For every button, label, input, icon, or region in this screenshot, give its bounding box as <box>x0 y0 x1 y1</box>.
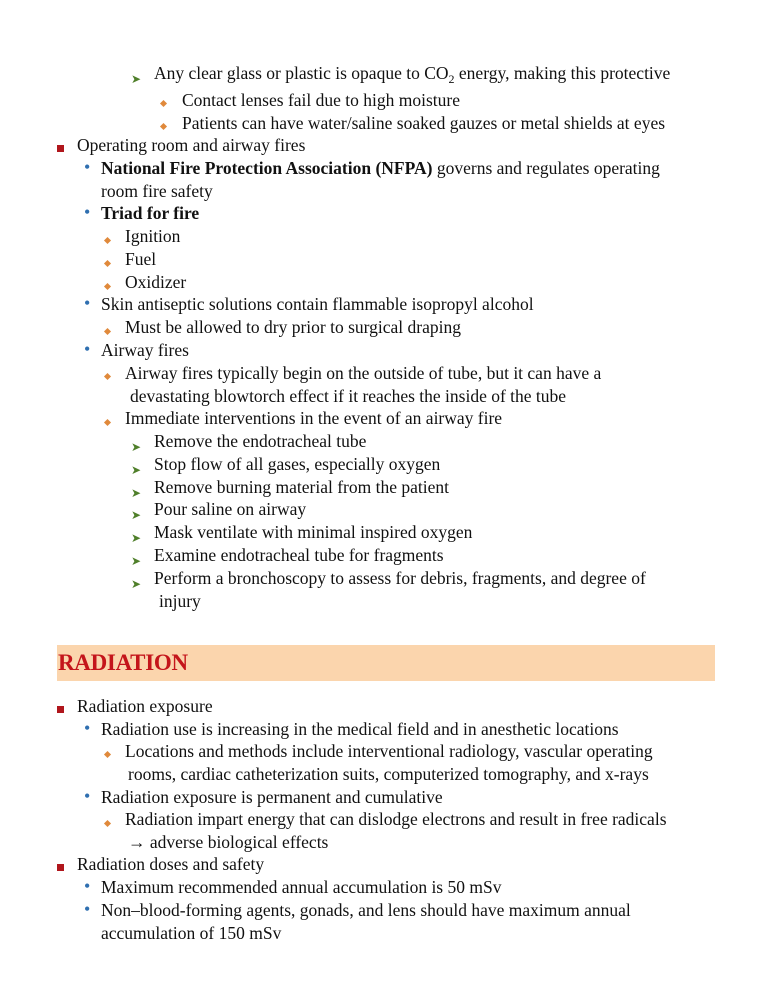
dot-bullet-icon: • <box>84 339 91 359</box>
diamond-bullet-icon <box>104 820 111 827</box>
text-run: governs and regulates operating <box>432 158 660 178</box>
diamond-bullet-icon <box>104 751 111 758</box>
list-item: Radiation doses and safety <box>77 854 265 874</box>
dot-bullet-icon: • <box>84 876 91 896</box>
list-item-continuation: → adverse biological effects <box>128 832 329 852</box>
dot-bullet-icon: • <box>84 786 91 806</box>
list-item: Mask ventilate with minimal inspired oxygen <box>154 522 473 542</box>
list-item-continuation: accumulation of 150 mSv <box>101 923 282 943</box>
list-item: Ignition <box>125 226 181 246</box>
diamond-bullet-icon <box>104 328 111 335</box>
diamond-bullet-icon <box>104 419 111 426</box>
list-item: Remove the endotracheal tube <box>154 431 367 451</box>
dot-bullet-icon: • <box>84 718 91 738</box>
list-item-continuation: room fire safety <box>101 181 213 201</box>
list-item: Locations and methods include interventional radiology, vascular operating <box>125 741 653 761</box>
list-item: Perform a bronchoscopy to assess for debris, fragments, and degree of <box>154 568 646 588</box>
list-item-continuation: rooms, cardiac catheterization suits, computerized tomography, and x-rays <box>128 764 649 784</box>
subscript: 2 <box>448 72 455 86</box>
arrow-bullet-icon: ➤ <box>131 486 142 500</box>
arrow-bullet-icon: ➤ <box>131 577 142 591</box>
arrow-bullet-icon: ➤ <box>131 72 142 86</box>
list-item: Skin antiseptic solutions contain flammable isopropyl alcohol <box>101 294 534 314</box>
arrow-bullet-icon: ➤ <box>131 440 142 454</box>
dot-bullet-icon: • <box>84 293 91 313</box>
dot-bullet-icon: • <box>84 202 91 222</box>
diamond-bullet-icon <box>104 260 111 267</box>
list-item: Non–blood-forming agents, gonads, and lens should have maximum annual <box>101 900 631 920</box>
list-item: Radiation exposure <box>77 696 213 716</box>
arrow-bullet-icon: ➤ <box>131 508 142 522</box>
list-item <box>154 62 670 85</box>
text-run: Any clear glass or plastic is opaque to CO <box>154 63 449 83</box>
arrow-bullet-icon: ➤ <box>131 554 142 568</box>
diamond-bullet-icon <box>160 123 167 130</box>
list-item: Fuel <box>125 249 157 269</box>
list-item: Radiation use is increasing in the medical field and in anesthetic locations <box>101 719 619 739</box>
diamond-bullet-icon <box>104 373 111 380</box>
square-bullet-icon <box>57 145 64 152</box>
arrow-bullet-icon: ➤ <box>131 463 142 477</box>
dot-bullet-icon: • <box>84 157 91 177</box>
list-item: Airway fires <box>101 340 189 360</box>
list-item: Maximum recommended annual accumulation is 50 mSv <box>101 877 502 897</box>
list-item: Airway fires typically begin on the outside of tube, but it can have a <box>125 363 602 383</box>
square-bullet-icon <box>57 864 64 871</box>
list-item: Oxidizer <box>125 272 187 292</box>
list-item: Stop flow of all gases, especially oxygen <box>154 454 441 474</box>
list-item: Remove burning material from the patient <box>154 477 449 497</box>
arrow-bullet-icon: ➤ <box>131 531 142 545</box>
list-item: Patients can have water/saline soaked gauzes or metal shields at eyes <box>182 113 666 133</box>
text-run: energy, making this protective <box>454 63 671 83</box>
list-item <box>101 157 660 180</box>
list-item-continuation: devastating blowtorch effect if it reaches the inside of the tube <box>130 386 567 406</box>
list-item: Contact lenses fail due to high moisture <box>182 90 461 110</box>
square-bullet-icon <box>57 706 64 713</box>
list-item: Examine endotracheal tube for fragments <box>154 545 444 565</box>
bold-text: National Fire Protection Association (NFPA) <box>101 158 433 178</box>
list-item: Pour saline on airway <box>154 499 307 519</box>
list-item: Must be allowed to dry prior to surgical draping <box>125 317 462 337</box>
section-heading: RADIATION <box>58 650 188 675</box>
list-item: Operating room and airway fires <box>77 135 306 155</box>
list-item-continuation: injury <box>159 591 201 611</box>
list-item: Radiation exposure is permanent and cumulative <box>101 787 443 807</box>
diamond-bullet-icon <box>104 237 111 244</box>
list-item: Immediate interventions in the event of an airway fire <box>125 408 503 428</box>
list-item: Triad for fire <box>101 203 200 223</box>
list-item: Radiation impart energy that can dislodge electrons and result in free radicals <box>125 809 667 829</box>
diamond-bullet-icon <box>104 283 111 290</box>
dot-bullet-icon: • <box>84 899 91 919</box>
diamond-bullet-icon <box>160 100 167 107</box>
